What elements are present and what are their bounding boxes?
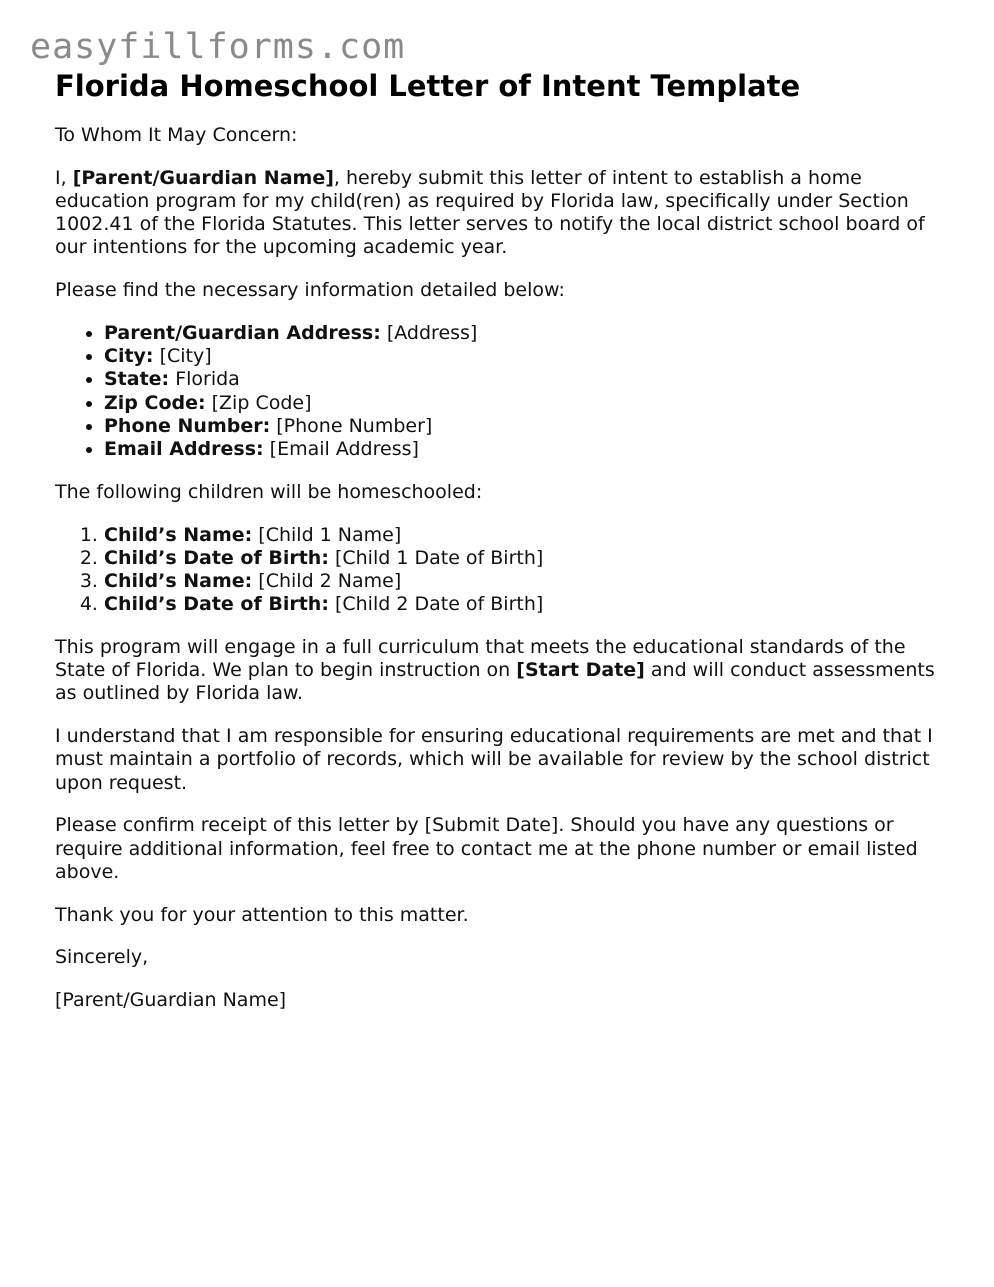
list-item-zip bbox=[104, 392, 945, 415]
info-value: Florida bbox=[169, 368, 240, 391]
list-item-phone bbox=[104, 415, 945, 438]
signature: [Parent/Guardian Name] bbox=[55, 989, 287, 1012]
list-item-child2-dob bbox=[104, 593, 945, 616]
child-value: [Child 2 Date of Birth] bbox=[328, 593, 544, 616]
list-item-child1-dob bbox=[104, 547, 945, 570]
info-value: [Zip Code] bbox=[205, 391, 312, 414]
child-label: Child’s Name: bbox=[104, 570, 253, 593]
child-value: [Child 1 Name] bbox=[252, 523, 402, 546]
curriculum-paragraph bbox=[55, 636, 945, 706]
info-intro: Please find the necessary information detailed below: bbox=[55, 279, 565, 302]
closing: Sincerely, bbox=[55, 946, 149, 969]
info-label: City: bbox=[104, 345, 154, 368]
children-list bbox=[55, 524, 945, 617]
info-label: State: bbox=[104, 368, 170, 391]
list-item-child1-name bbox=[104, 524, 945, 547]
page-title: Florida Homeschool Letter of Intent Template bbox=[55, 69, 801, 103]
info-label: Zip Code: bbox=[104, 391, 206, 414]
list-item-email bbox=[104, 438, 945, 461]
letter-document bbox=[55, 68, 945, 1032]
list-item-city bbox=[104, 345, 945, 368]
info-value: [Address] bbox=[380, 322, 478, 344]
responsibility-paragraph: I understand that I am responsible for ensuring educational requirements are met and that I must maintain a portfolio of records, which will be available for review by the school district upon request. bbox=[55, 725, 933, 794]
children-intro: The following children will be homeschooled: bbox=[55, 480, 483, 503]
list-item-state bbox=[104, 368, 945, 391]
info-value: [City] bbox=[153, 345, 212, 368]
child-label: Child’s Date of Birth: bbox=[104, 546, 329, 569]
child-value: [Child 2 Name] bbox=[252, 570, 402, 593]
curriculum-after: and will conduct assessments as outlined by Florida law. bbox=[55, 659, 935, 705]
parent-name-placeholder: [Parent/Guardian Name] bbox=[72, 166, 334, 189]
start-date-placeholder: [Start Date] bbox=[516, 659, 645, 682]
child-value: [Child 1 Date of Birth] bbox=[328, 546, 544, 569]
info-value: [Phone Number] bbox=[270, 414, 433, 437]
info-label: Phone Number: bbox=[104, 414, 271, 437]
info-label: Email Address: bbox=[104, 438, 264, 461]
list-item-child2-name bbox=[104, 570, 945, 593]
list-item-address bbox=[104, 322, 945, 345]
child-label: Child’s Name: bbox=[104, 523, 253, 546]
intro-prefix: I, bbox=[55, 166, 73, 189]
confirm-paragraph: Please confirm receipt of this letter by [Submit Date]. Should you have any questions or require additional information, feel free to contact me at the phone number or email listed above. bbox=[55, 814, 918, 883]
curriculum-before: This program will engage in a full curriculum that meets the educational standards of the State of Florida. We plan to begin instruction on bbox=[55, 636, 906, 682]
info-label: Parent/Guardian Address: bbox=[104, 322, 381, 344]
info-value: [Email Address] bbox=[263, 438, 419, 461]
intro-rest: , hereby submit this letter of intent to establish a home education program for my child(ren) as required by Florida law, specifically under Section 1002.41 of the Florida Statutes. This letter serves to notify the local district school board of our intentions for the upcoming academic year. bbox=[55, 166, 925, 259]
thanks-paragraph: Thank you for your attention to this matter. bbox=[55, 903, 469, 926]
info-list bbox=[55, 322, 945, 461]
intro-paragraph bbox=[55, 167, 945, 260]
salutation: To Whom It May Concern: bbox=[55, 124, 298, 146]
watermark: easyfillforms.com bbox=[30, 27, 406, 67]
child-label: Child’s Date of Birth: bbox=[104, 593, 329, 616]
